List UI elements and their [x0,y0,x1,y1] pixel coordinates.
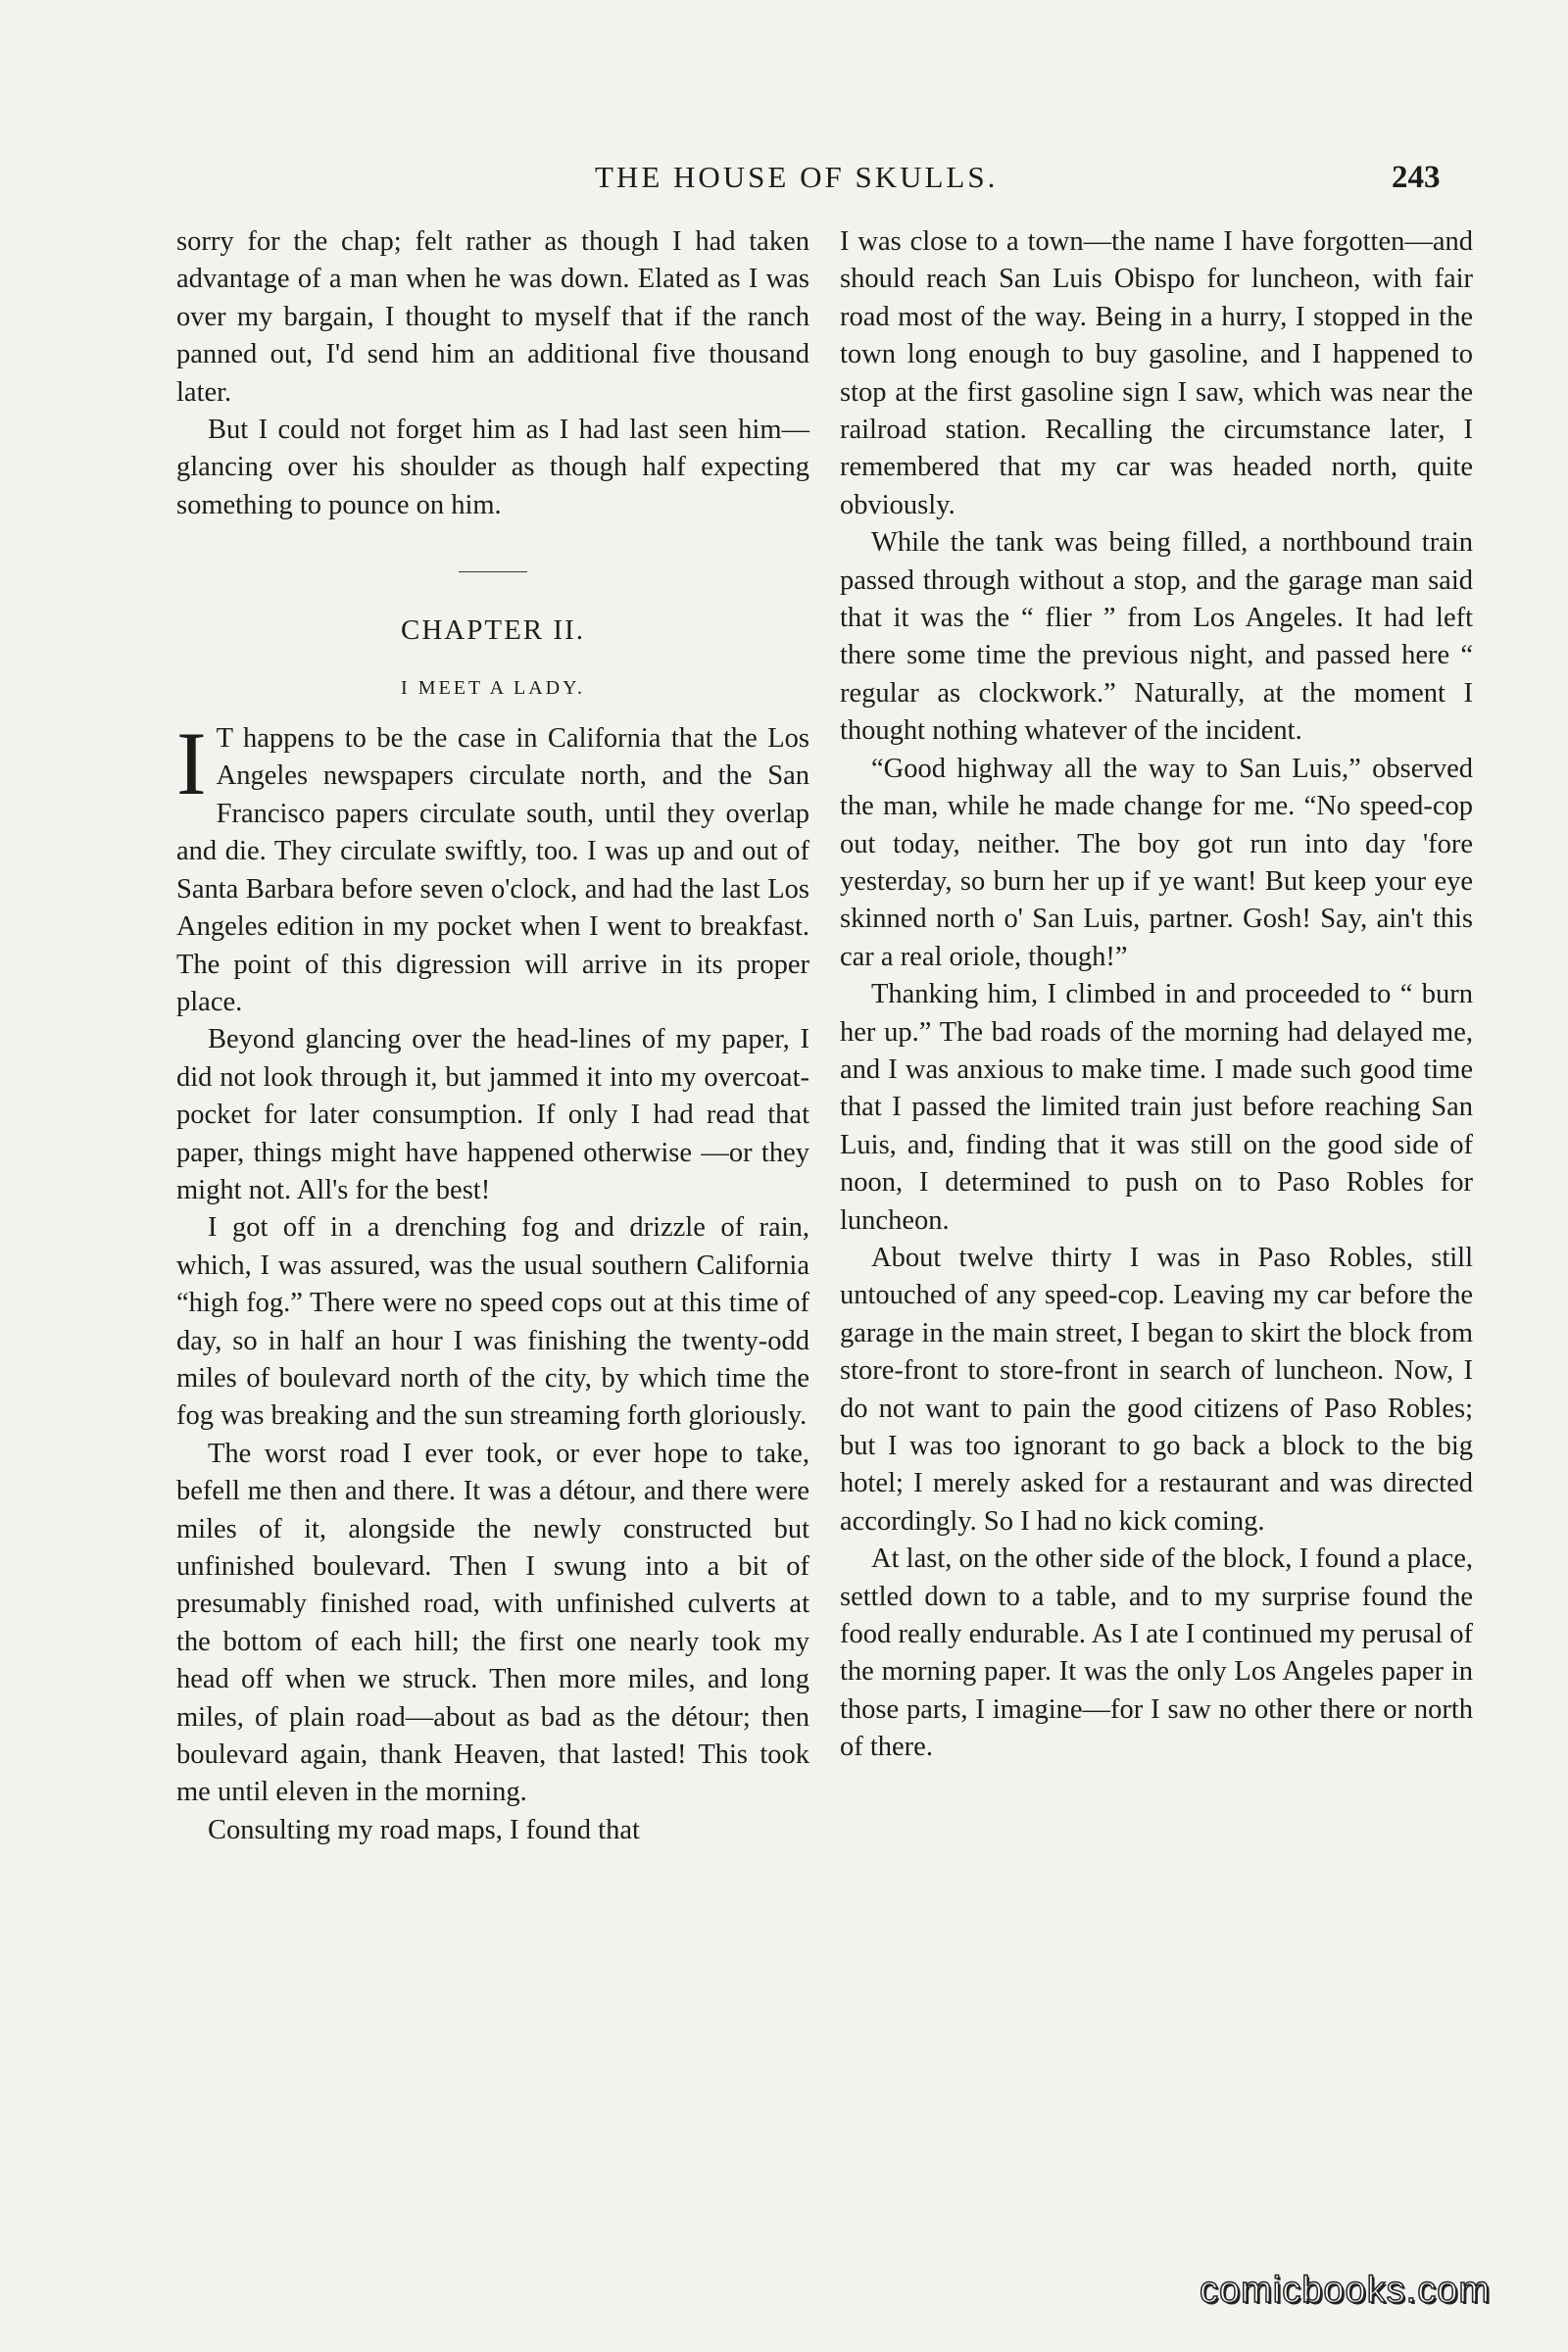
paragraph: sorry for the chap; felt rather as though I had taken advantage of a man when he was down. Elated as I was over my bargain, I thought to myself that if the ranch panned out, I'd send him an additional five thousand later. [176,226,809,408]
paragraph-text: T happens to be the case in California that the Los Angeles newspapers circulate north, and the San Francisco papers circulate south, until they overlap and die. They circulate swiftly, too. I was up and out of Santa Barbara before seven o'clock, and had the last Los Angeles edition in my pocket when I went to breakfast. The point of this digression will arrive in its proper place. [176,723,809,1017]
paragraph: I was close to a town—the name I have forgotten—and should reach San Luis Obispo for luncheon, with fair road most of the way. Being in a hurry, I stopped in the town long enough to buy gasoline, and I happened to stop at the first gasoline sign I saw, which was near the railroad station. Recalling the circumstance later, I remembered that my car was headed north, quite obviously. [840,226,1473,520]
paragraph: Beyond glancing over the head-lines of my paper, I did not look through it, but jammed it into my overcoat-pocket for later consumption. If only I had read that paper, things might have happened otherwise —or they might not. All's for the best! [176,1024,809,1205]
paragraph: While the tank was being filled, a northbound train passed through without a stop, and the garage man said that it was the “ flier ” from Los Angeles. It had left there some time the previous night, and passed here “ regular as clockwork.” Naturally, at the moment I thought nothing whatever of the incident. [840,527,1473,747]
section-divider [459,571,527,572]
watermark-logo: comicbooks.com [1200,2270,1491,2311]
chapter-title: I MEET A LADY. [401,676,585,699]
paragraph: The worst road I ever took, or ever hope to take, befell me then and there. It was a détour, and there were miles of it, alongside the newly constructed but unfinished boulevard. Then I swung into a bit of presumably finished road, with unfinished culverts at the bottom of each hill; the first one nearly took my head off when we struck. Then more miles, and long miles, of plain road—about as bad as the détour; then boulevard again, thank Heaven, that lasted! This took me until eleven in the morning. [176,1438,809,1808]
chapter-number: CHAPTER II. [401,614,585,647]
paragraph: At last, on the other side of the block, I found a place, settled down to a table, and to my surprise found the food really endurable. As I ate I continued my perusal of the morning paper. It was the only Los Angeles paper in those parts, I imagine—for I saw no other there or north of there. [840,1544,1473,1763]
running-title: THE HOUSE OF SKULLS. [595,160,999,194]
paragraph: But I could not forget him as I had last seen him—glancing over his shoulder as though half expecting something to pounce on him. [176,415,809,520]
paragraph: I got off in a drenching fog and drizzle of rain, which, I was assured, was the usual southern California “high fog.” There were no speed cops out at this time of day, so in half an hour I was finishing the twenty-odd miles of boulevard north of the city, by which time the fog was breaking and the sun streaming forth gloriously. [176,1212,809,1432]
paragraph: Thanking him, I climbed in and proceeded to “ burn her up.” The bad roads of the morning had delayed me, and I was anxious to make time. I made such good time that I passed the limited train just before reaching San Luis, and, finding that it was still on the good side of noon, I determined to push on to Paso Robles for luncheon. [840,979,1473,1236]
paragraph: About twelve thirty I was in Paso Robles, still untouched of any speed-cop. Leaving my car before the garage in the main street, I began to skirt the block from store-front to store-front in search of luncheon. Now, I do not want to pain the good citizens of Paso Robles; but I was too ignorant to go back a block to the big hotel; I merely asked for a restaurant and was directed accordingly. So I had no kick coming. [840,1242,1473,1537]
left-column [176,223,809,1849]
page-number: 243 [1392,160,1441,195]
paragraph: “Good highway all the way to San Luis,” observed the man, while he made change for me. “No speed-cop out today, neither. The boy got run into day 'fore yesterday, so burn her up if ye want! But keep your eye skinned north o' San Luis, partner. Gosh! Say, ain't this car a real oriole, though!” [840,753,1473,972]
right-column [840,223,1473,1767]
paragraph: Consulting my road maps, I found that [208,1814,640,1845]
chapter-opening-paragraph [176,713,809,1021]
drop-cap: I [176,713,207,814]
running-head [0,160,1568,199]
